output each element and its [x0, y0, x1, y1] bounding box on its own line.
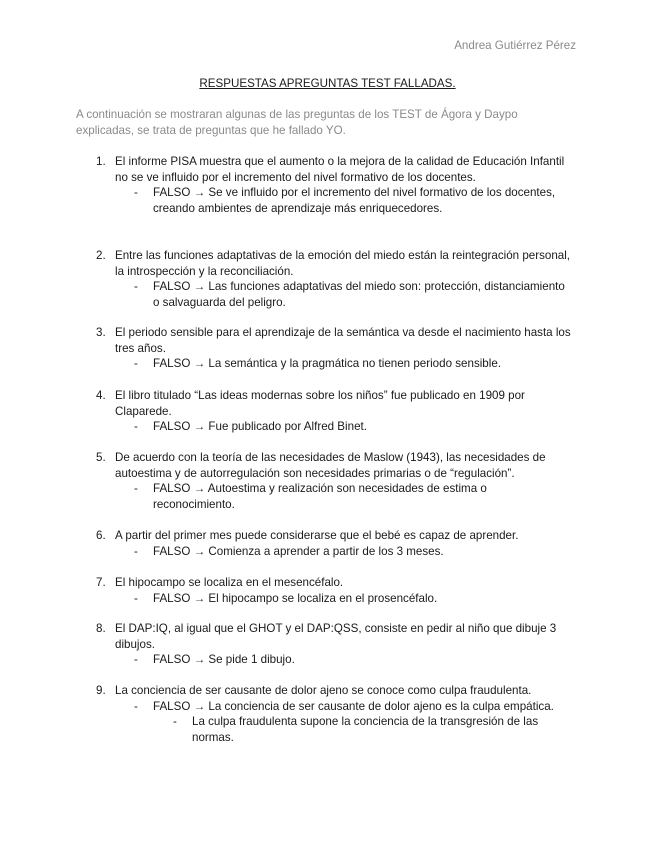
bullet-dash: -: [173, 715, 177, 729]
question-text: El hipocampo se localiza en el mesencéfalo.: [115, 576, 344, 589]
answer-text: FALSO → Las funciones adaptativas del miedo son: protección, distanciamiento o salvaguarda del peligro.: [153, 280, 565, 309]
bullet-dash: -: [134, 186, 138, 200]
answer-text: FALSO → Autoestima y realización son necesidades de estima o reconocimiento.: [153, 482, 487, 511]
answer-text: FALSO → El hipocampo se localiza en el prosencéfalo.: [153, 591, 438, 605]
question-number: 8.: [96, 622, 106, 635]
question-number: 9.: [96, 684, 106, 697]
question-text: Entre las funciones adaptativas de la emoción del miedo están la reintegración personal, la introspección y la reconciliación.: [115, 249, 571, 278]
question-number: 5.: [96, 451, 106, 464]
author-name: Andrea Gutiérrez Pérez: [454, 39, 576, 52]
answer-text: FALSO → Se ve influido por el incremento del nivel formativo de los docentes, creando ambientes de aprendizaje más enriquecedores.: [153, 186, 556, 215]
bullet-dash: -: [134, 482, 138, 496]
bullet-dash: -: [134, 420, 138, 434]
question-text: El periodo sensible para el aprendizaje de la semántica va desde el nacimiento hasta los tres años.: [115, 326, 571, 355]
question-text: El libro titulado “Las ideas modernas sobre los niños” fue publicado en 1909 por Claparede.: [115, 389, 525, 418]
question-text: El DAP:IQ, al igual que el GHOT y el DAP:QSS, consiste en pedir al niño que dibuje 3 dibujos.: [115, 622, 557, 651]
bullet-dash: -: [134, 544, 138, 558]
question-number: 2.: [96, 249, 106, 262]
answer-text: FALSO → Comienza a aprender a partir de los 3 meses.: [153, 544, 444, 558]
question-item: [96, 575, 571, 606]
question-item: [96, 154, 571, 216]
answer-text: FALSO → Fue publicado por Alfred Binet.: [153, 420, 367, 434]
answer-item: [134, 652, 571, 668]
sub-answer-text: La culpa fraudulenta supone la conciencia de la transgresión de las normas.: [192, 715, 539, 744]
answer-item: [134, 419, 571, 435]
question-number: 1.: [96, 155, 106, 168]
answer-item: [134, 481, 571, 512]
answer-item: [134, 279, 571, 310]
answer-item: [134, 699, 571, 715]
question-item: [96, 528, 571, 559]
question-item: [96, 325, 571, 372]
answer-item: [134, 356, 571, 372]
question-text: El informe PISA muestra que el aumento o la mejora de la calidad de Educación Infantil no se ve influido por el incremento del nivel formativo de los docentes.: [115, 155, 565, 184]
bullet-dash: -: [134, 699, 138, 713]
answer-text: FALSO → La semántica y la pragmática no tienen periodo sensible.: [153, 357, 502, 371]
question-number: 7.: [96, 576, 106, 589]
question-text: A partir del primer mes puede considerarse que el bebé es capaz de aprender.: [115, 529, 519, 542]
question-item: [96, 248, 571, 310]
question-number: 6.: [96, 529, 106, 542]
question-text: De acuerdo con la teoría de las necesidades de Maslow (1943), las necesidades de autoestima y de autorregulación son necesidades primarias o de “regulación”.: [115, 451, 546, 480]
question-text: La conciencia de ser causante de dolor ajeno se conoce como culpa fraudulenta.: [115, 684, 532, 697]
answer-item: [134, 544, 571, 560]
intro-paragraph: A continuación se mostraran algunas de las preguntas de los TEST de Ágora y Daypo explicadas, se trata de preguntas que he fallado YO.: [76, 108, 518, 137]
question-item: [96, 683, 571, 745]
bullet-dash: -: [134, 280, 138, 294]
answer-text: FALSO → La conciencia de ser causante de dolor ajeno es la culpa empática.: [153, 699, 554, 713]
bullet-dash: -: [134, 357, 138, 371]
question-item: [96, 450, 571, 512]
question-number: 4.: [96, 389, 106, 402]
sub-answer-item: [173, 714, 571, 745]
answer-item: [134, 185, 571, 216]
answer-text: FALSO → Se pide 1 dibujo.: [153, 653, 295, 667]
answer-item: [134, 591, 571, 607]
question-item: [96, 621, 571, 668]
question-number: 3.: [96, 326, 106, 339]
question-item: [96, 388, 571, 435]
bullet-dash: -: [134, 653, 138, 667]
document-title: RESPUESTAS APREGUNTAS TEST FALLADAS.: [199, 77, 456, 90]
bullet-dash: -: [134, 591, 138, 605]
